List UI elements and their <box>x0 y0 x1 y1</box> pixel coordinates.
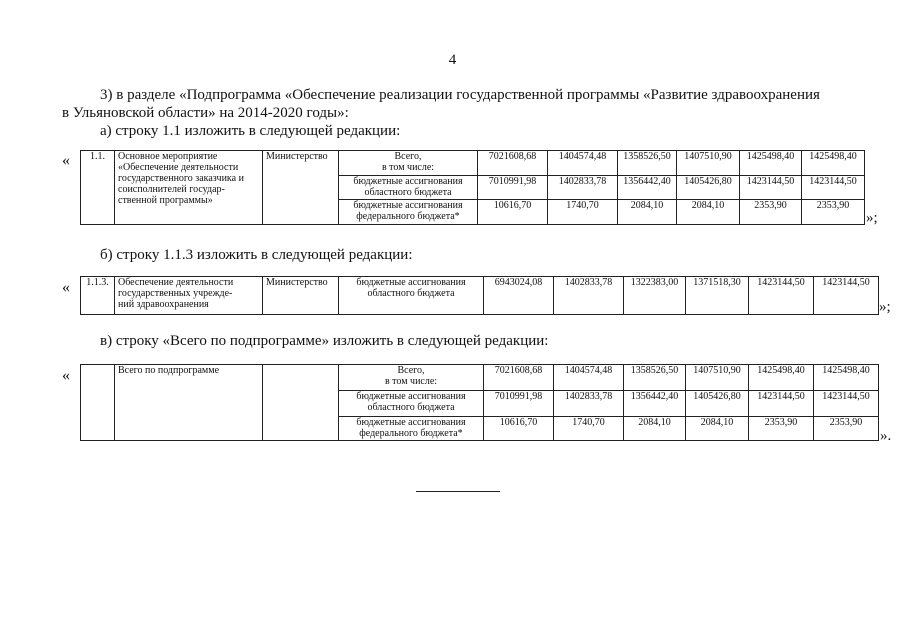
value-cell: 7021608,68 <box>478 151 548 176</box>
value-cell: 1423144,50 <box>802 176 865 200</box>
value-cell: 1740,70 <box>554 417 624 441</box>
value-cell: 1407510,90 <box>677 151 740 176</box>
value-cell: 1740,70 <box>548 200 618 225</box>
value-cell: 2084,10 <box>677 200 740 225</box>
value-cell: 1423144,50 <box>749 277 814 315</box>
value-cell: 1371518,30 <box>686 277 749 315</box>
value-cell: 7010991,98 <box>484 391 554 417</box>
funding-source: Всего, в том числе: <box>339 365 484 391</box>
value-cell: 2084,10 <box>686 417 749 441</box>
funding-source: Всего, в том числе: <box>339 151 478 176</box>
row-executor-empty <box>263 365 339 441</box>
value-cell: 1425498,40 <box>814 365 879 391</box>
item-a-text: а) строку 1.1 изложить в следующей редакции: <box>100 123 401 139</box>
row-number: 1.1.3. <box>81 277 115 315</box>
table2-end-mark: »; <box>879 299 891 315</box>
value-cell: 10616,70 <box>484 417 554 441</box>
value-cell: 1402833,78 <box>554 277 624 315</box>
row-number-empty <box>81 365 115 441</box>
value-cell: 1404574,48 <box>548 151 618 176</box>
value-cell: 6943024,08 <box>484 277 554 315</box>
value-cell: 7010991,98 <box>478 176 548 200</box>
value-cell: 1423144,50 <box>749 391 814 417</box>
table3-end-mark: ». <box>880 428 892 444</box>
value-cell: 2353,90 <box>814 417 879 441</box>
row-name: Всего по подпрограмме <box>115 365 263 441</box>
value-cell: 1358526,50 <box>624 365 686 391</box>
value-cell: 2353,90 <box>749 417 814 441</box>
section-heading-line1: 3) в разделе «Подпрограмма «Обеспечение реализации государственной программы «Развитие здравоохранения <box>100 87 820 103</box>
value-cell: 10616,70 <box>478 200 548 225</box>
value-cell: 1356442,40 <box>618 176 677 200</box>
table-row-total <box>80 364 879 441</box>
table2-open-quote: « <box>62 279 70 296</box>
item-b-text: б) строку 1.1.3 изложить в следующей редакции: <box>100 247 413 263</box>
value-cell: 1405426,80 <box>686 391 749 417</box>
row-name: Основное мероприятие «Обеспечение деятельности государственного заказчика и соисполнителей государ- ственной программы» <box>115 151 263 225</box>
value-cell: 1423144,50 <box>814 391 879 417</box>
value-cell: 1402833,78 <box>548 176 618 200</box>
row-executor: Министерство <box>263 277 339 315</box>
row-executor: Министерство <box>263 151 339 225</box>
value-cell: 1423144,50 <box>740 176 802 200</box>
separator-line <box>416 491 500 492</box>
value-cell: 2084,10 <box>618 200 677 225</box>
value-cell: 1405426,80 <box>677 176 740 200</box>
value-cell: 1425498,40 <box>749 365 814 391</box>
value-cell: 2084,10 <box>624 417 686 441</box>
funding-source: бюджетные ассигнования федерального бюджета* <box>339 200 478 225</box>
table-row-1-1 <box>80 150 865 225</box>
value-cell: 1322383,00 <box>624 277 686 315</box>
funding-source: бюджетные ассигнования областного бюджета <box>339 176 478 200</box>
row-name: Обеспечение деятельности государственных учрежде- ний здравоохранения <box>115 277 263 315</box>
section-heading-line2: в Ульяновской области» на 2014-2020 годы»: <box>62 105 349 121</box>
item-c-text: в) строку «Всего по подпрограмме» изложить в следующей редакции: <box>100 333 549 349</box>
funding-source: бюджетные ассигнования областного бюджета <box>339 277 484 315</box>
table3-open-quote: « <box>62 367 70 384</box>
value-cell: 1404574,48 <box>554 365 624 391</box>
value-cell: 2353,90 <box>802 200 865 225</box>
value-cell: 2353,90 <box>740 200 802 225</box>
page-number: 4 <box>448 52 457 68</box>
value-cell: 1356442,40 <box>624 391 686 417</box>
value-cell: 1423144,50 <box>814 277 879 315</box>
funding-source: бюджетные ассигнования федерального бюджета* <box>339 417 484 441</box>
row-number: 1.1. <box>81 151 115 225</box>
funding-source: бюджетные ассигнования областного бюджета <box>339 391 484 417</box>
value-cell: 7021608,68 <box>484 365 554 391</box>
table-row-1-1-3 <box>80 276 879 315</box>
value-cell: 1358526,50 <box>618 151 677 176</box>
table1-end-mark: »; <box>866 210 878 226</box>
value-cell: 1425498,40 <box>802 151 865 176</box>
value-cell: 1425498,40 <box>740 151 802 176</box>
value-cell: 1402833,78 <box>554 391 624 417</box>
value-cell: 1407510,90 <box>686 365 749 391</box>
table1-open-quote: « <box>62 152 70 169</box>
